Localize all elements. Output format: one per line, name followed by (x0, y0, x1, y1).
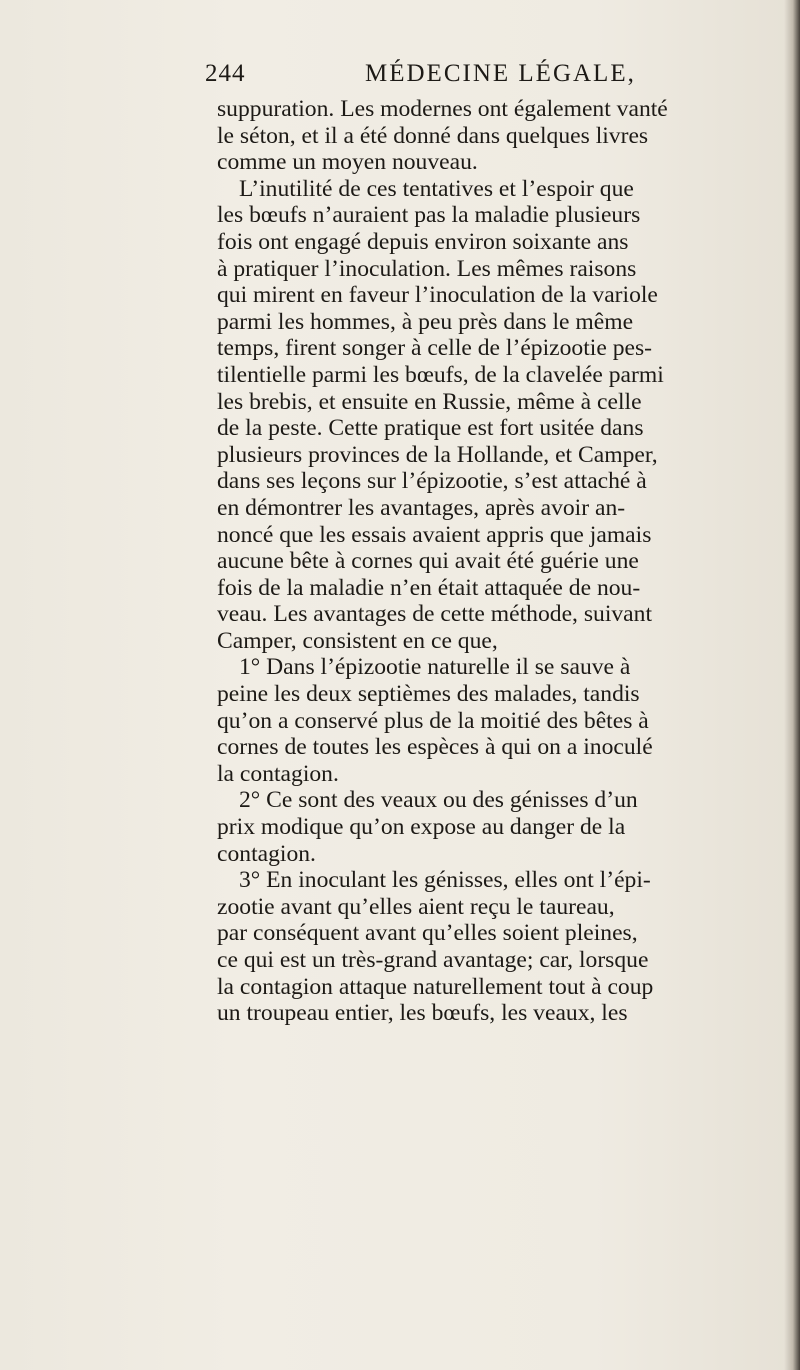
text-line: 2° Ce sont des veaux ou des génisses d’un (239, 787, 638, 814)
text-line: la contagion. (217, 760, 339, 787)
text-line: tilentielle parmi les bœufs, de la clavelée parmi (217, 361, 664, 388)
text-line: contagion. (217, 840, 316, 867)
text-line: un troupeau entier, les bœufs, les veaux, les (217, 1000, 628, 1027)
text-line: Camper, consistent en ce que, (217, 627, 498, 654)
text-line: peine les deux septièmes des malades, tandis (217, 681, 640, 708)
text-line: ce qui est un très-grand avantage; car, lorsque (217, 947, 649, 973)
text-line: qu’on a conservé plus de la moitié des bêtes à (217, 707, 649, 734)
page-number: 244 (205, 60, 246, 87)
text-line: comme un moyen nouveau. (217, 149, 478, 176)
text-line: la contagion attaque naturellement tout à coup (217, 973, 654, 1000)
text-line: dans ses leçons sur l’épizootie, s’est attaché à (217, 468, 647, 495)
text-line: 3° En inoculant les génisses, elles ont l’épi- (239, 867, 651, 894)
text-line: à pratiquer l’inoculation. Les mêmes raisons (217, 255, 637, 282)
text-line: cornes de toutes les espèces à qui on a inoculé (217, 734, 653, 761)
text-line: parmi les hommes, à peu près dans le même (217, 308, 634, 335)
page-header (205, 60, 765, 90)
text-line: les brebis, et ensuite en Russie, même à celle (217, 388, 642, 415)
running-title: MÉDECINE LÉGALE, (365, 60, 636, 87)
text-line: noncé que les essais avaient appris que jamais (217, 521, 652, 548)
text-line: suppuration. Les modernes ont également vanté (217, 96, 668, 122)
page-edge-shadow (784, 0, 800, 1370)
text-line: en démontrer les avantages, après avoir an- (217, 494, 626, 521)
text-line: veau. Les avantages de cette méthode, suivant (217, 601, 652, 628)
text-line: aucune bête à cornes qui avait été guérie une (217, 548, 639, 575)
text-line: qui mirent en faveur l’inoculation de la variole (217, 282, 658, 309)
text-line: 1° Dans l’épizootie naturelle il se sauve à (239, 654, 631, 681)
text-line: le séton, et il a été donné dans quelques livres (217, 122, 649, 149)
text-line: de la peste. Cette pratique est fort usitée dans (217, 415, 644, 442)
text-line: fois de la maladie n’en était attaquée de nou- (217, 574, 641, 601)
text-line: prix modique qu’on expose au danger de la (217, 814, 626, 841)
text-line: par conséquent avant qu’elles soient pleines, (217, 920, 638, 947)
body-text (217, 96, 789, 1027)
text-line: plusieurs provinces de la Hollande, et Camper, (217, 441, 658, 468)
text-line: temps, firent songer à celle de l’épizootie pes- (217, 335, 652, 362)
text-line: zootie avant qu’elles aient reçu le taureau, (217, 893, 615, 920)
text-line: L’inutilité de ces tentatives et l’espoir que (239, 175, 634, 202)
text-line: les bœufs n’auraient pas la maladie plusieurs (217, 202, 641, 229)
text-line: fois ont engagé depuis environ soixante ans (217, 228, 629, 255)
